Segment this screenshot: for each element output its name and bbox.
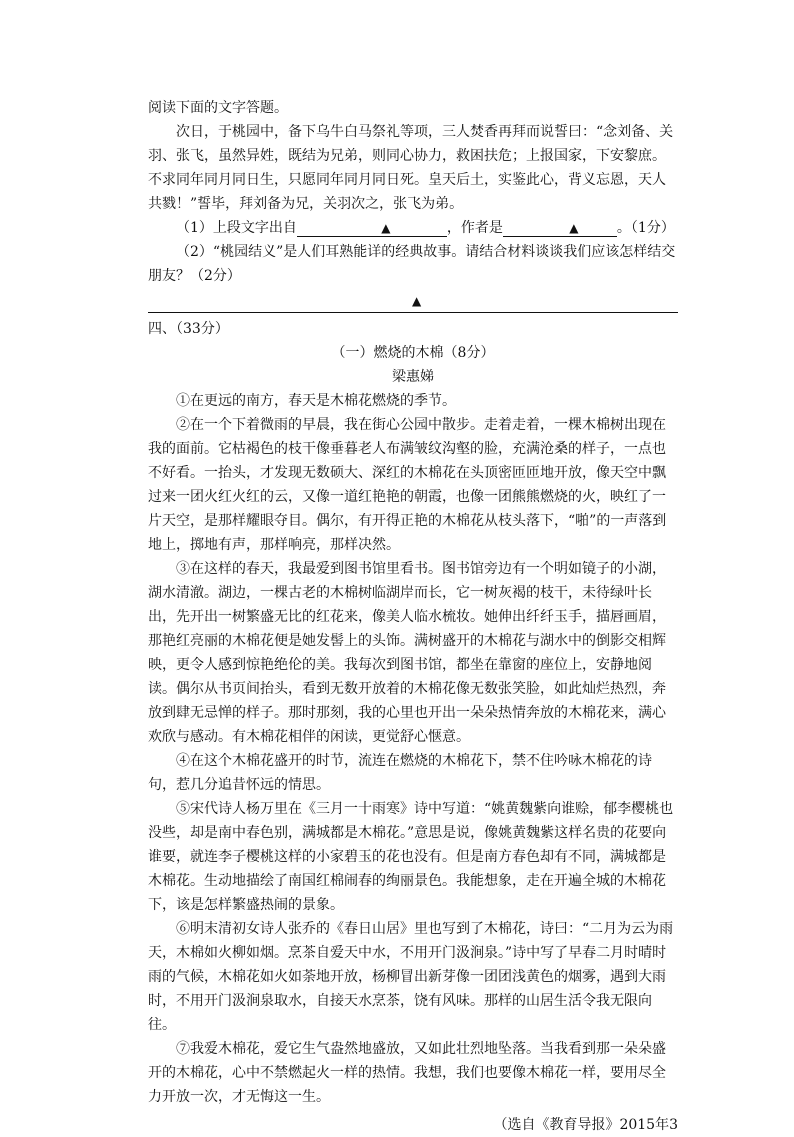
document-page bbox=[148, 96, 678, 1137]
paragraph-7: ⑦我爱木棉花，爱它生气盎然地盛放，又如此壮烈地坠落。当我看到那一朵朵盛开的木棉花，心中不禁燃起火一样的热情。我想，我们也要像木棉花一样，要用尽全力开放一次，才无悔这一生。 bbox=[148, 1041, 666, 1105]
paragraph-6: ⑥明末清初女诗人张乔的《春日山居》里也写到了木棉花，诗曰：“二月为云为雨天，木棉如火柳如烟。烹茶自爱天中水，不用开门汲涧泉。”诗中写了早春二月时晴时雨的气候，木棉花如火如荼地开放，杨柳冒出新芽像一团团浅黄色的烟雾，遇到大雨时，不用开门汲涧泉取水，自接天水烹茶，饶有风味。那样的山居生活令我无限向往。 bbox=[148, 921, 674, 1033]
triangle-marker-icon: ▲ bbox=[412, 294, 422, 308]
q1-blank-author[interactable] bbox=[503, 220, 617, 237]
paragraph-2: ②在一个下着微雨的早晨，我在街心公园中散步。走着走着，一棵木棉树出现在我的面前。它枯褐色的枝干像垂暮老人布满皱纹沟壑的脸，充满沧桑的样子，一点也不好看。一抬头，才发现无数硕大、深红的木棉花在头顶密匝匝地开放，像天空中飘过来一团火红火红的云，又像一道红艳艳的朝霞，也像一团熊熊燃烧的火，映红了一片天空，是那样耀眼夺目。偶尔，有开得正艳的木棉花从枝头落下，“啪”的一声落到地上，掷地有声，那样响亮，那样决然。 bbox=[148, 417, 667, 553]
question-2: （2）“桃园结义”是人们耳熟能详的经典故事。请结合材料谈谈我们应该怎样结交朋友？（2分） bbox=[148, 244, 676, 284]
paragraph-5: ⑤宋代诗人杨万里在《三月一十雨寒》诗中写道：“姚黄魏紫向谁赊，郁李樱桃也没些，却是南中春色别，满城都是木棉花。”意思是说，像姚黄魏紫这样名贵的花要向谁要，就连李子樱桃这样的小家碧玉的花也没有。但是南方春色却有不同，满城都是木棉花。生动地描绘了南国红棉闹春的绚丽景色。我能想象，走在开遍全城的木棉花下，该是怎样繁盛热闹的景象。 bbox=[148, 801, 674, 913]
q2-answer-line[interactable] bbox=[148, 288, 678, 313]
article-author: 梁惠娣 bbox=[392, 369, 434, 385]
article-source: （选自《教育导报》2015年3 bbox=[493, 1117, 678, 1133]
q1-suffix: 。（1分） bbox=[616, 220, 675, 236]
q1-mid: ，作者是 bbox=[446, 220, 503, 236]
instruction: 阅读下面的文字答题。 bbox=[148, 100, 288, 116]
q1-blank-source[interactable] bbox=[297, 220, 447, 237]
paragraph-1: ①在更远的南方，春天是木棉花燃烧的季节。 bbox=[176, 393, 456, 409]
section-heading: 四、（33分） bbox=[148, 321, 229, 337]
triangle-marker-icon: ▲ bbox=[381, 221, 391, 235]
paragraph-4: ④在这个木棉花盛开的时节，流连在燃烧的木棉花下，禁不住吟咏木棉花的诗句，惹几分追昔怀远的情思。 bbox=[148, 753, 652, 793]
passage-peach-garden: 次日，于桃园中，备下乌牛白马祭礼等项，三人焚香再拜而说誓曰：“念刘备、关羽、张飞，虽然异姓，既结为兄弟，则同心协力，救困扶危；上报国家，下安黎庶。不求同年同月同日生，只愿同年同月同日死。皇天后土，实鉴此心，背义忘恩，天人共戮！”誓毕，拜刘备为兄，关羽次之，张飞为弟。 bbox=[148, 124, 674, 212]
question-1 bbox=[148, 216, 678, 240]
paragraph-3: ③在这样的春天，我最爱到图书馆里看书。图书馆旁边有一个明如镜子的小湖，湖水清澈。湖边，一棵古老的木棉树临湖岸而长，它一树灰褐的枝干，未待绿叶长出，先开出一树繁盛无比的红花来，像美人临水梳妆。她伸出纤纤玉手，描唇画眉，那艳红亮丽的木棉花便是她发髻上的头饰。满树盛开的木棉花与湖水中的倒影交相辉映，更令人感到惊艳绝伦的美。我每次到图书馆，都坐在靠窗的座位上，安静地阅读。偶尔从书页间抬头，看到无数开放着的木棉花像无数张笑脸，如此灿烂热烈，奔放到肆无忌惮的样子。那时那刻，我的心里也开出一朵朵热情奔放的木棉花来，满心欢欣与感动。有木棉花相伴的闲读，更觉舒心惬意。 bbox=[148, 561, 666, 745]
triangle-marker-icon: ▲ bbox=[569, 221, 579, 235]
article-title: （一）燃烧的木棉（8分） bbox=[331, 345, 495, 361]
q1-prefix: （1）上段文字出自 bbox=[176, 220, 297, 236]
